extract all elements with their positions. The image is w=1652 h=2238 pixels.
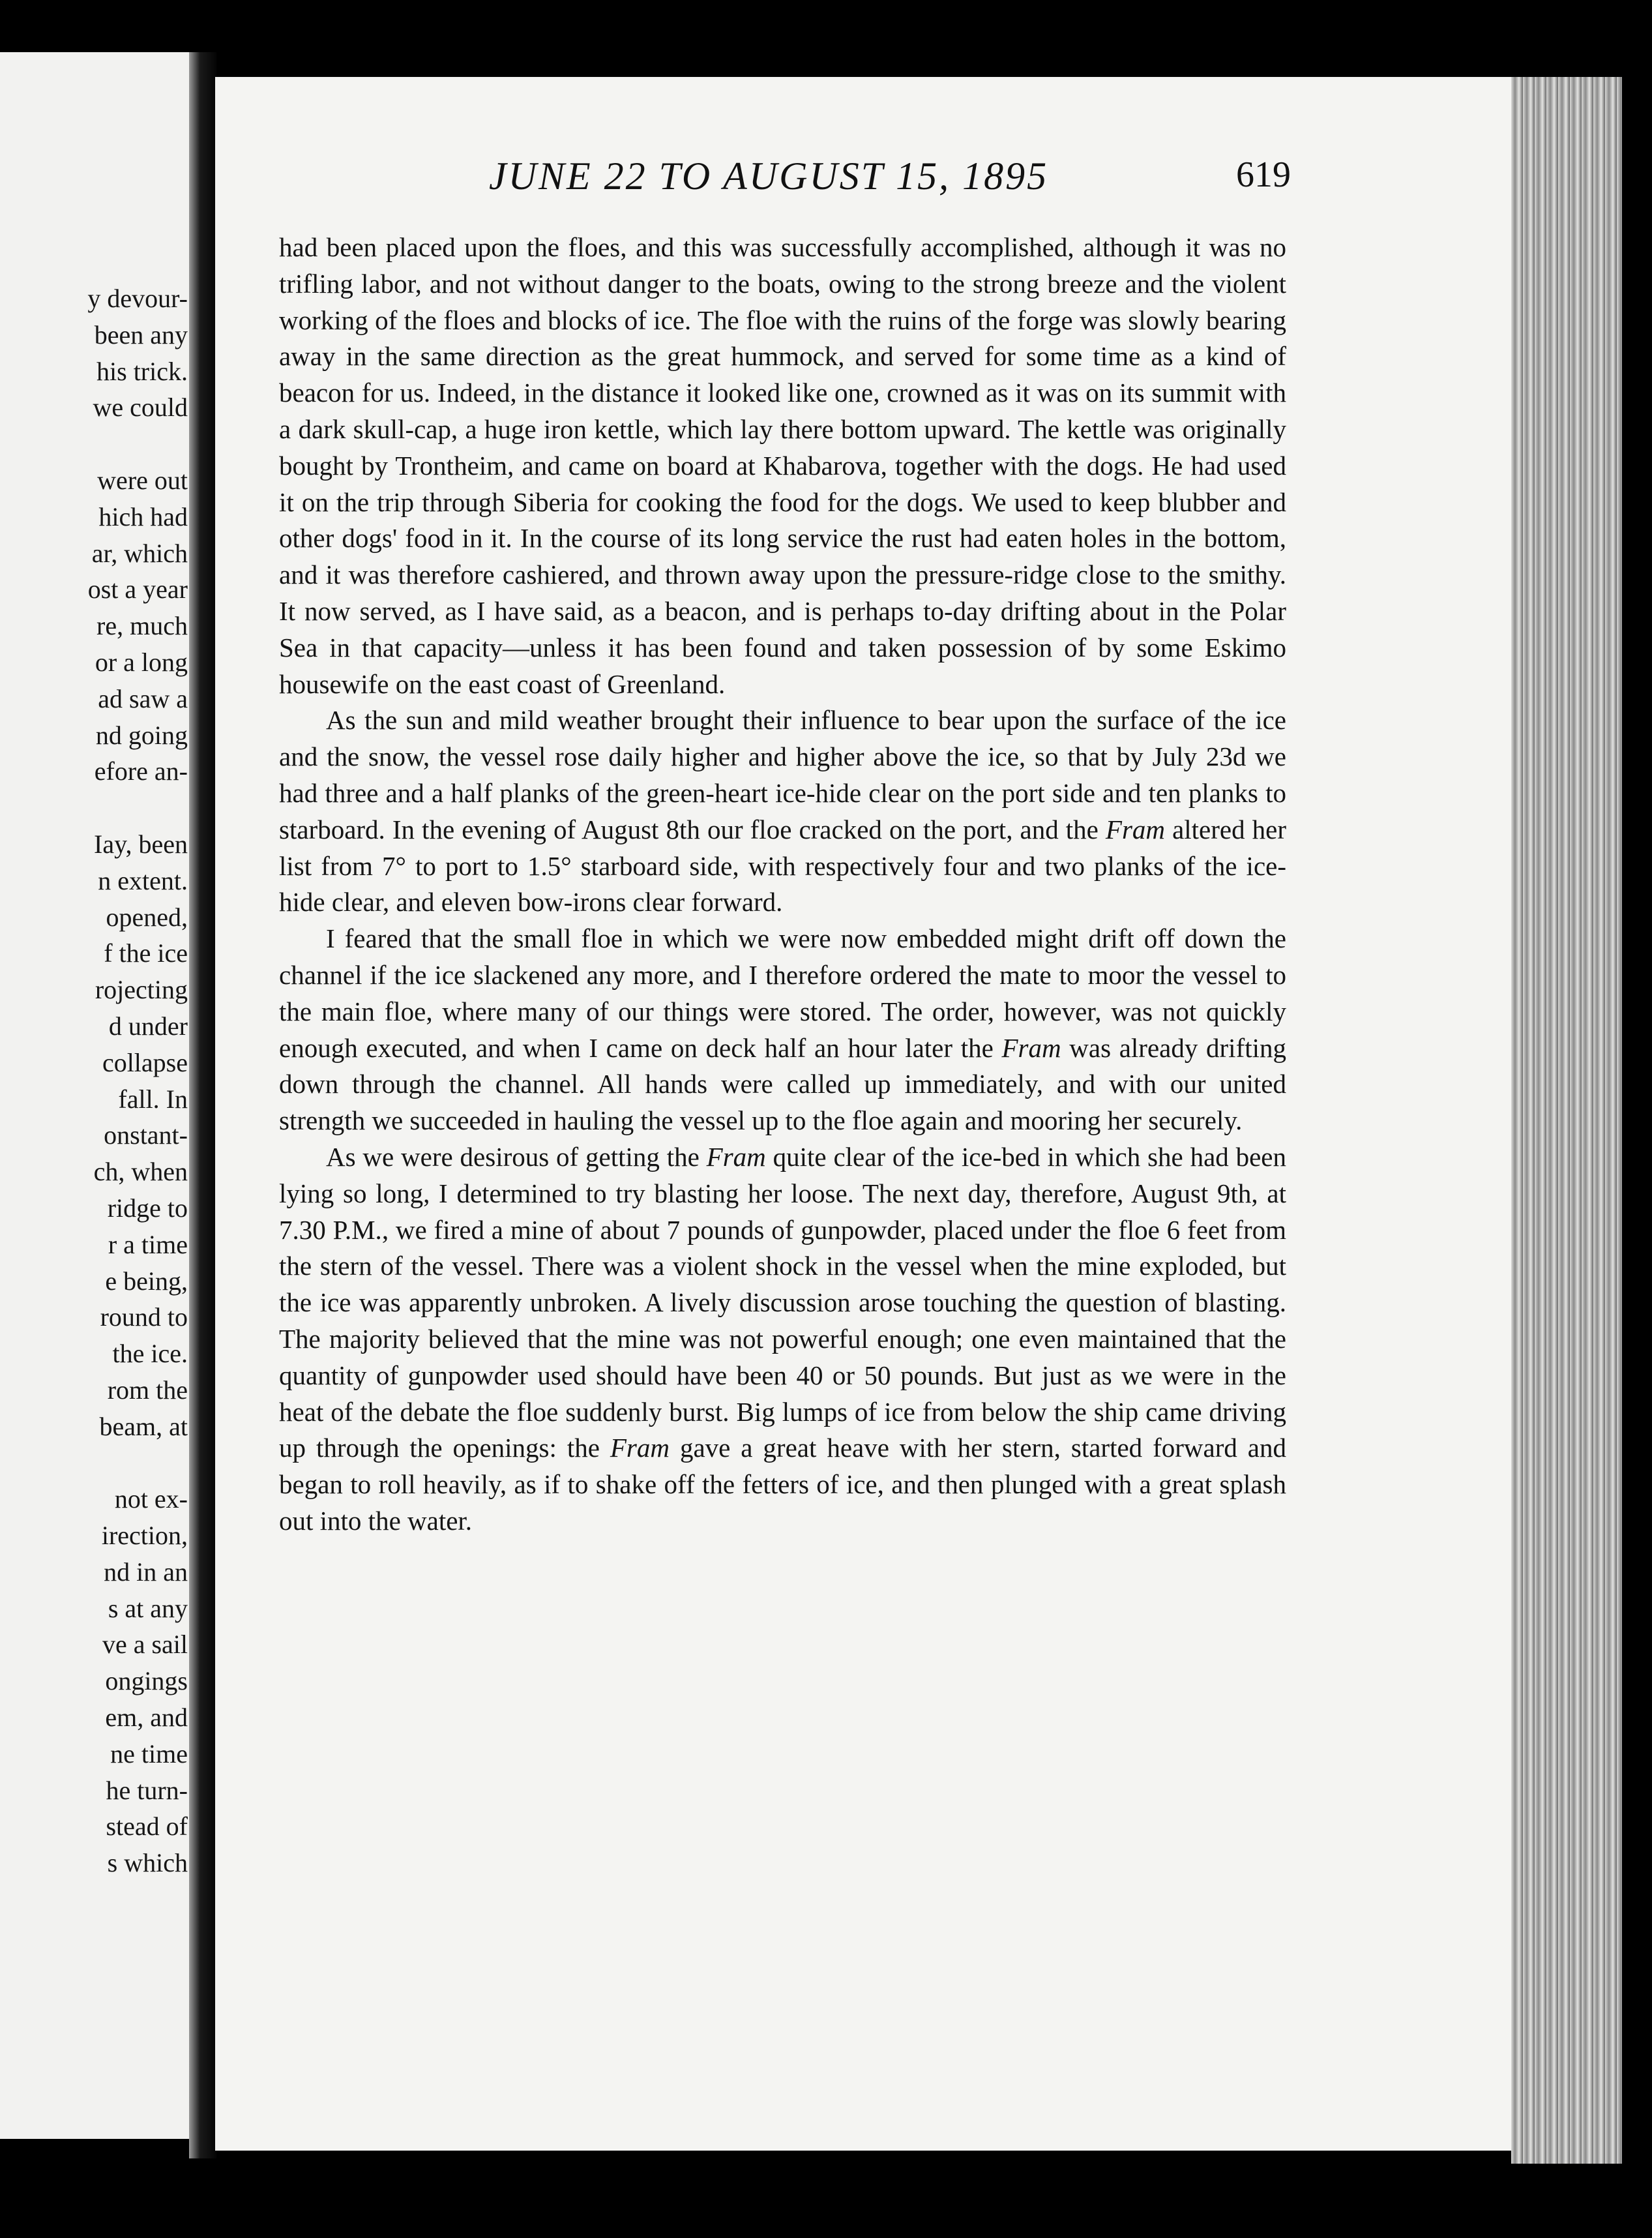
left-page-line <box>0 426 188 462</box>
left-page-line: ost a year <box>87 574 188 604</box>
left-page-line: or a long <box>95 647 188 677</box>
paragraph-2-text-a: As the sun and mild weather brought their influence to bear upon the surface of the ice and the snow, the vessel rose daily higher and higher above the ice, so that by July 23d we had three and a half planks of the green-heart ice-hide clear on the port side and ten planks to starboard. In the evening of August 8th our floe cracked on the port, and the <box>279 705 1286 844</box>
paragraph-4-text-d: gave a great heave with her stern, started forward and began to roll heavily, as if to shake off the fetters of ice, and then plunged with a great splash out into the water. <box>279 1433 1287 1536</box>
left-page-line: ad saw a <box>98 683 188 713</box>
book-gutter <box>189 52 216 2158</box>
paragraph-2-text-b: altered her list from 7° to port to 1.5° starboard side, with respectively four and two planks of the ice-hide clear, and eleven bow-irons clear forward. <box>279 814 1287 918</box>
left-page-line <box>0 1445 188 1482</box>
left-page-line: s which <box>107 1848 188 1878</box>
left-page-line: the ice. <box>112 1339 188 1369</box>
left-page-line: we could <box>93 393 188 423</box>
paragraph-2 <box>279 702 1286 921</box>
left-page-line: n extent. <box>98 865 188 895</box>
paragraph-1-text: had been placed upon the floes, and this was successfully accomplished, although it was no trifling labor, and not without danger to the boats, owing to the strong breeze and the violent working of the floes and blocks of ice. The floe with the ruins of the forge was slowly bearing away in the same direction as the great hummock, and served for some time as a kind of beacon for us. Indeed, in the distance it looked like one, crowned as it was on its summit with a dark skull-cap, a huge iron kettle, which lay there bottom upward. The kettle was originally bought by Trontheim, and came on board at Khabarova, together with the dogs. He had used it on the trip through Siberia for cooking the food for the dogs. We used to keep blubber and other dogs' food in it. In the course of its long service the rust had eaten holes in the bottom, and it was therefore cashiered, and thrown away upon the pressure-ridge close to the smithy. It now served, as I have said, as a beacon, and is perhaps to-day drifting about in the Polar Sea in that capacity—unless it has been found and taken possession of by some Eskimo housewife on the east coast of Greenland. <box>279 232 1286 699</box>
left-page-line: nd in an <box>104 1557 188 1587</box>
left-page-line: ve a sail <box>102 1630 188 1660</box>
left-page-line: r a time <box>108 1229 188 1259</box>
left-page-line: s at any <box>108 1593 188 1623</box>
left-page-line: Iay, been <box>94 829 188 859</box>
ship-name-fram: Fram <box>1001 1032 1061 1063</box>
left-page-line: d under <box>108 1011 188 1041</box>
left-page-line: re, much <box>96 611 188 641</box>
ship-name-fram: Fram <box>610 1433 670 1463</box>
ship-name-fram: Fram <box>1105 814 1166 844</box>
left-page-line: he turn- <box>106 1775 188 1805</box>
left-page-line: opened, <box>106 902 188 932</box>
left-page-line: rom the <box>107 1375 188 1405</box>
left-page-line: ch, when <box>93 1157 188 1187</box>
left-page-line: his trick. <box>96 356 188 386</box>
left-page-line: em, and <box>105 1703 188 1733</box>
left-page-line: were out <box>97 465 188 495</box>
left-page-line: e being, <box>105 1266 188 1296</box>
left-page-line: y devour- <box>87 284 188 313</box>
left-page-text <box>0 280 188 1881</box>
left-page-line: irection, <box>101 1521 188 1551</box>
paragraph-4-text-b: quite clear of the ice-bed in which she had been lying so long, I determined to try blasting her loose. The next day, therefore, August 9th, at 7.30 <box>279 1141 1287 1245</box>
left-page-line: stead of <box>106 1812 188 1842</box>
paragraph-1 <box>279 230 1286 702</box>
left-page-line: onstant- <box>104 1120 188 1150</box>
left-page-line <box>0 790 188 826</box>
left-page-line: fall. In <box>118 1084 188 1114</box>
left-page-line: ongings <box>105 1666 188 1696</box>
left-page-line: been any <box>94 320 188 350</box>
ship-name-fram: Fram <box>706 1141 766 1172</box>
left-page-line: collapse <box>102 1047 188 1077</box>
left-page-line: not ex- <box>114 1484 188 1514</box>
body-text <box>279 230 1286 1540</box>
left-page-line: beam, at <box>99 1411 188 1441</box>
left-page-line: efore an- <box>94 756 188 786</box>
paragraph-3 <box>279 921 1286 1139</box>
left-page-line: f the ice <box>104 938 188 968</box>
time-suffix: P.M. <box>332 1214 382 1245</box>
page-edges <box>1511 77 1622 2164</box>
left-page-line: round to <box>100 1302 188 1332</box>
left-facing-page <box>0 52 196 2139</box>
left-page-line: ne time <box>110 1738 188 1768</box>
paragraph-4-text-c: , we fired a mine of about 7 pounds of gunpowder, placed under the floe 6 feet from the stern of the vessel. There was a violent shock in the vessel when the mine exploded, but the ice was apparently unbroken. A lively discussion arose touching the question of blasting. The majority believed that the mine was not powerful enough; one even maintained that the quantity of gunpowder used should have been 40 or 50 pounds. But just as we were in the heat of the debate the floe suddenly burst. Big lumps of ice from below the ship came driving up through the openings: the <box>279 1214 1286 1463</box>
paragraph-4-text-a: As we were desirous of getting the <box>326 1141 700 1172</box>
left-page-line: ar, which <box>91 538 188 568</box>
left-page-line: nd going <box>95 720 188 750</box>
left-page-line: hich had <box>98 501 188 531</box>
paragraph-4 <box>279 1139 1286 1540</box>
page-number: 619 <box>1236 155 1291 195</box>
paragraph-3-text-a: I feared that the small floe in which we were now embedded might drift off down the channel if the ice slackened any more, and I therefore ordered the mate to moor the vessel to the main floe, where many of our things were stored. The order, however, was not quickly enough executed, and when I came on deck half an hour later the <box>279 923 1286 1063</box>
running-head: JUNE 22 TO AUGUST 15, 1895 <box>489 155 1049 198</box>
left-page-line: ridge to <box>107 1193 188 1223</box>
paragraph-3-text-b: was already drifting down through the channel. All hands were called up immediately, and with our united strength we succeeded in hauling the vessel up to the floe again and mooring her securely. <box>279 1032 1287 1136</box>
page-header <box>274 154 1291 206</box>
left-page-line: rojecting <box>95 975 188 1005</box>
